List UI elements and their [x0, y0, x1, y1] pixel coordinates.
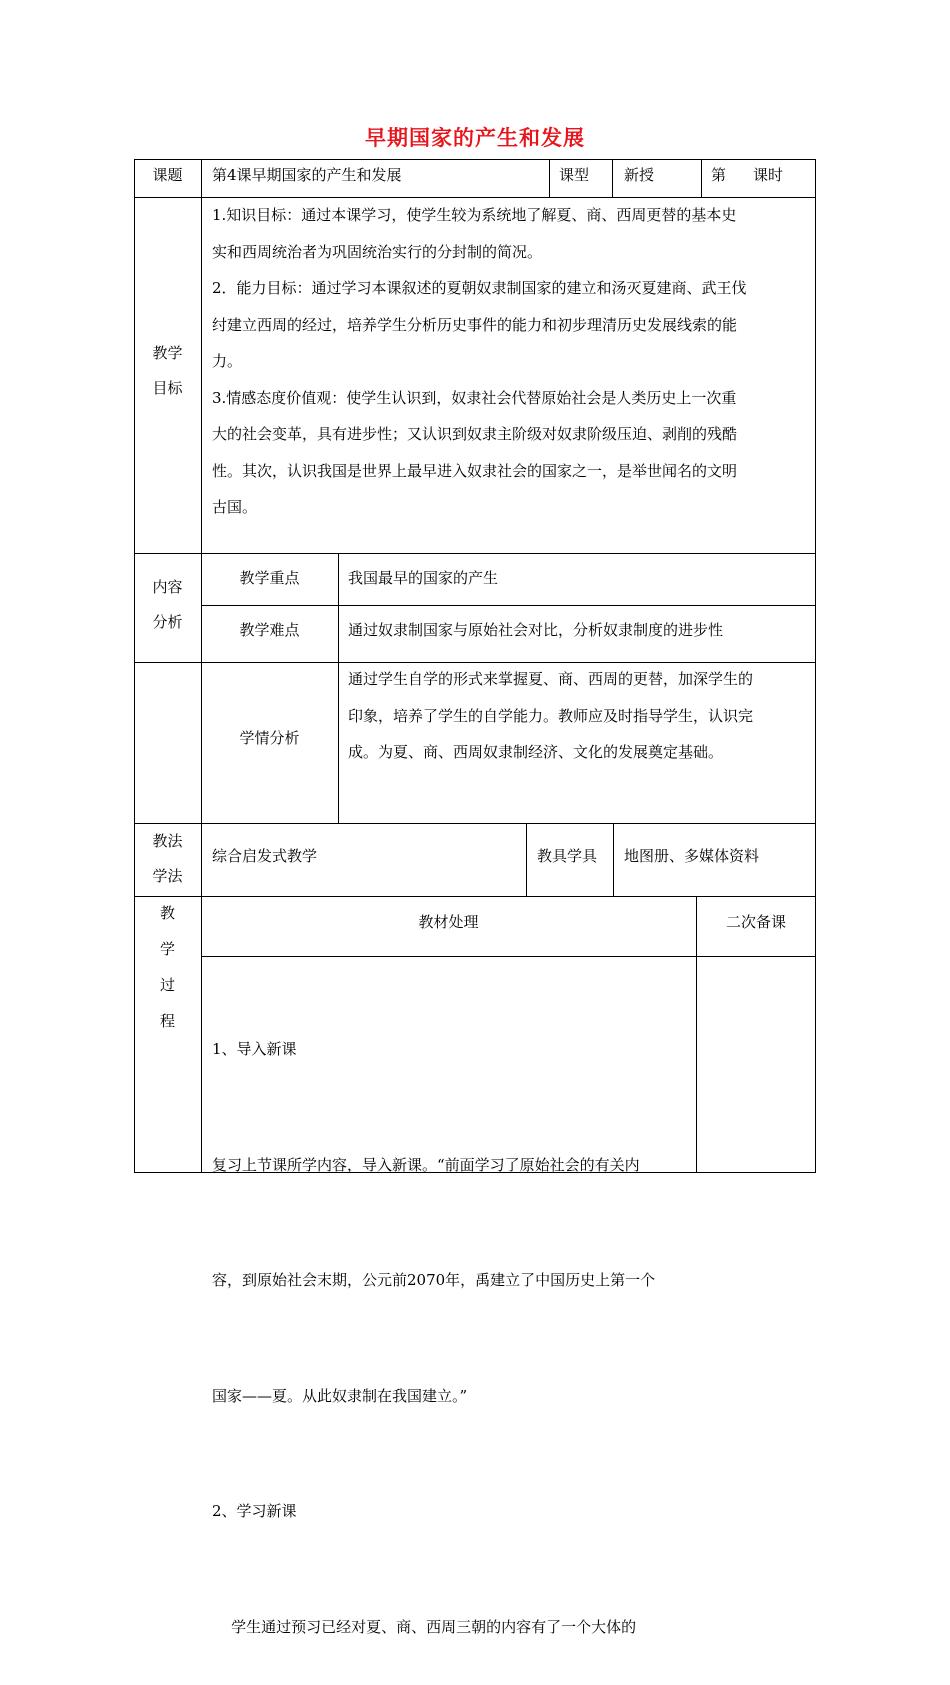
- label-column-divider: [201, 159, 202, 1173]
- objectives-line: 实和西周统治者为巩固统治实行的分封制的简况。: [212, 242, 543, 261]
- method-label-line: 学法: [152, 867, 183, 885]
- objectives-label-line: 目标: [152, 379, 183, 397]
- process-line: 1、导入新课: [212, 1040, 297, 1058]
- content-analysis-label-line: 分析: [152, 613, 183, 631]
- row-divider: [134, 553, 816, 554]
- row-divider: [134, 823, 816, 824]
- type-label: 课型: [559, 166, 590, 184]
- objectives-line: 大的社会变革，具有进步性；又认识到奴隶主阶级对奴隶阶级压迫、剥削的残酷: [212, 425, 738, 443]
- tools-label: 教具学具: [537, 847, 598, 865]
- cell-divider: [201, 605, 816, 606]
- document-title: 早期国家的产生和发展: [365, 126, 585, 150]
- objectives-line: 力。: [212, 352, 243, 370]
- process-line: 国家——夏。从此奴隶制在我国建立。”: [212, 1386, 468, 1405]
- row-divider: [134, 896, 816, 897]
- cell-divider: [613, 823, 614, 896]
- key-point-label: 教学重点: [239, 569, 300, 587]
- cell-divider: [338, 553, 339, 662]
- objectives-line: 纣建立西周的经过，培养学生分析历史事件的能力和初步理清历史发展线索的能: [212, 315, 738, 334]
- difficulty-value: 通过奴隶制国家与原始社会对比，分析奴隶制度的进步性: [348, 621, 724, 639]
- objectives-line: 2．能力目标：通过学习本课叙述的夏朝奴隶制国家的建立和汤灭夏建商、武王伐: [212, 279, 747, 297]
- cell-divider: [526, 823, 527, 896]
- process-label-char: 过: [159, 976, 175, 994]
- key-point-value: 我国最早的国家的产生: [348, 569, 499, 587]
- process-line: 学生通过预习已经对夏、商、西周三朝的内容有了一个大体的: [212, 1617, 637, 1636]
- process-line: 复习上节课所学内容，导入新课。“前面学习了原始社会的有关内: [212, 1155, 640, 1174]
- cell-divider: [338, 662, 339, 823]
- topic-label: 课题: [152, 166, 183, 184]
- student-analysis-line: 通过学生自学的形式来掌握夏、商、西周的更替，加深学生的: [348, 670, 754, 688]
- difficulty-label: 教学难点: [239, 621, 300, 639]
- cell-divider: [701, 159, 702, 197]
- tools-value: 地图册、多媒体资料: [624, 847, 760, 865]
- objectives-line: 性。其次，认识我国是世界上最早进入奴隶社会的国家之一，是举世闻名的文明: [212, 461, 738, 480]
- student-analysis-line: 印象，培养了学生的自学能力。教师应及时指导学生，认识完: [348, 706, 754, 725]
- content-analysis-label-line: 内容: [152, 578, 183, 596]
- objectives-text: [212, 197, 808, 526]
- method-label-line: 教法: [152, 832, 183, 850]
- process-line: 容，到原始社会末期，公元前2070年，禹建立了中国历史上第一个: [212, 1271, 656, 1289]
- process-label-char: 教: [159, 904, 175, 922]
- topic-value: 第4课早期国家的产生和发展: [212, 166, 402, 184]
- process-line: 2、学习新课: [212, 1502, 297, 1520]
- objectives-line: 古国。: [212, 498, 258, 516]
- process-label-char: 学: [159, 940, 175, 958]
- period-label-suffix: 课时: [753, 166, 784, 184]
- cell-divider: [612, 159, 613, 197]
- student-analysis-text: [348, 661, 808, 771]
- process-text: [212, 953, 694, 1685]
- objectives-line: 3.情感态度价值观：使学生认识到，奴隶社会代替原始社会是人类历史上一次重: [212, 388, 737, 407]
- cell-divider: [549, 159, 550, 197]
- content-analysis-label: [134, 570, 201, 640]
- secondary-prep-column-header: 二次备课: [725, 913, 786, 931]
- method-value: 综合启发式教学: [212, 847, 318, 865]
- student-analysis-line: 成。为夏、商、西周奴隶制经济、文化的发展奠定基础。: [348, 743, 724, 761]
- period-label-prefix: 第: [711, 166, 727, 184]
- student-analysis-label: 学情分析: [239, 729, 300, 747]
- objectives-line: 1.知识目标：通过本课学习，使学生较为系统地了解夏、商、西周更替的基本史: [212, 206, 737, 224]
- material-column-header: 教材处理: [418, 913, 479, 931]
- method-label: [134, 824, 201, 894]
- process-label-char: 程: [159, 1012, 175, 1030]
- type-value: 新授: [624, 166, 655, 184]
- objectives-label-line: 教学: [152, 344, 183, 362]
- objectives-label: [134, 336, 201, 406]
- process-label: [134, 895, 201, 1039]
